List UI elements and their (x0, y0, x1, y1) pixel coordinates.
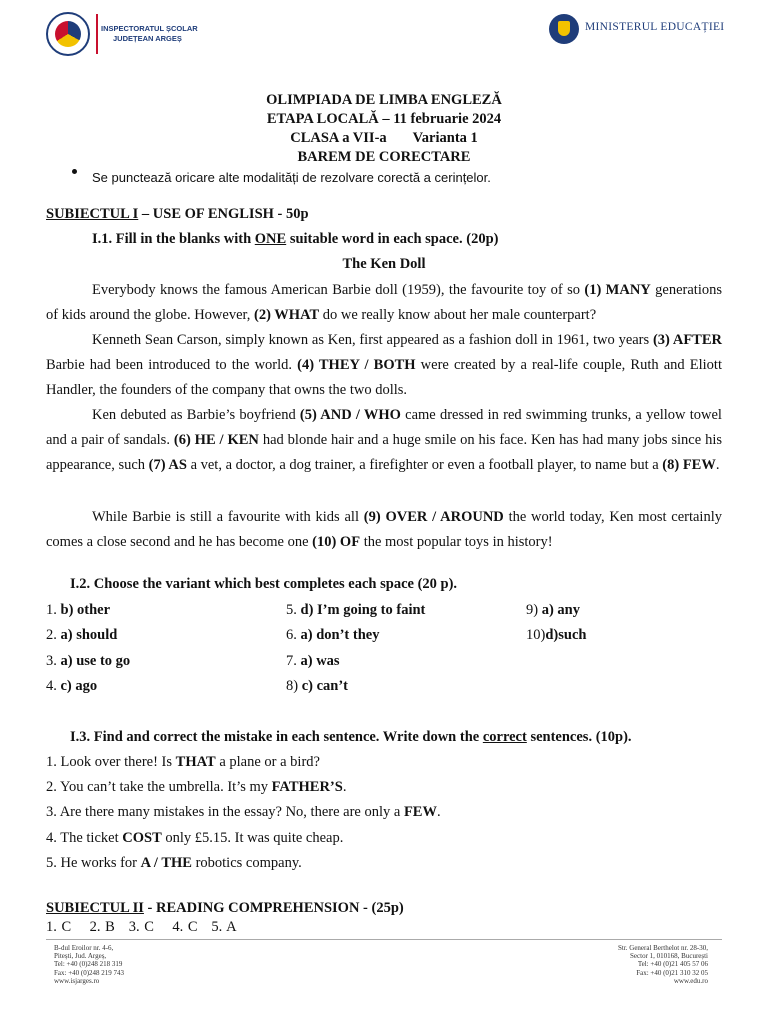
stage-date: ETAPA LOCALĂ – 11 februarie 2024 (266, 111, 502, 127)
list-item: 5. d) I’m going to faint (286, 602, 426, 618)
reading-answers: 1. C 2. B 3. C 4. C 5. A (46, 919, 237, 935)
subject-2-heading: SUBIECTUL II - READING COMPREHENSION - (25p) (46, 900, 404, 916)
paragraph-4: While Barbie is still a favourite with kids all (9) OVER / AROUND the world today, Ken most certainly comes a close second and he has become one (10) OF the most popular toys in history! (46, 509, 722, 551)
page-title: OLIMPIADA DE LIMBA ENGLEZĂ (266, 92, 502, 108)
sentence-4: 4. The ticket COST only £5.15. It was quite cheap. (46, 830, 344, 846)
logo-divider (96, 14, 98, 54)
section-i1-heading: I.1. Fill in the blanks with ONE suitable word in each space. (20p) (92, 231, 499, 247)
footer-divider (46, 939, 722, 940)
sentence-2: 2. You can’t take the umbrella. It’s my FATHER’S. (46, 779, 347, 795)
paragraph-3: Ken debuted as Barbie’s boyfriend (5) AND / WHO came dressed in red swimming trunks, a yellow towel and a pair of sandals. (6) HE / KEN had blonde hair and a huge smile on his face. Ken has had many jobs since his appearance, such (7) AS a vet, a doctor, a dog trainer, a firefighter or even a football player, to name but a (8) FEW. (46, 407, 722, 474)
sentence-1: 1. Look over there! Is THAT a plane or a bird? (46, 754, 320, 770)
paragraph-1: Everybody knows the famous American Barbie doll (1959), the favourite toy of so (1) MANY generations of kids around the globe. However, (2) WHAT do we really know about her male counterpart? (46, 282, 722, 324)
story-title: The Ken Doll (342, 256, 426, 272)
list-item: 6. a) don’t they (286, 627, 380, 643)
ministry-name: MINISTERUL EDUCAȚIEI (585, 21, 725, 33)
list-item: 3. a) use to go (46, 653, 131, 669)
inspectorate-logo (46, 12, 90, 56)
sentence-3: 3. Are there many mistakes in the essay? No, there are only a FEW. (46, 804, 441, 820)
class-variant: CLASA a VII-a Varianta 1 (290, 130, 478, 146)
list-item: 9) a) any (526, 602, 580, 618)
footer-left-address: B-dul Eroilor nr. 4-6, Pitești, Jud. Argeș, Tel: +40 (0)248 218 319 Fax: +40 (0)248 219 743 www.isjarges.ro (54, 944, 125, 985)
list-item: 10)d)such (526, 627, 587, 643)
list-item: 8) c) can’t (286, 678, 349, 694)
grading-note: Se punctează oricare alte modalități de rezolvare corectă a cerințelor. (92, 170, 491, 185)
list-item: 1. b) other (46, 602, 111, 618)
paragraph-2: Kenneth Sean Carson, simply known as Ken, first appeared as a fashion doll in 1961, two years (3) AFTER Barbie had been introduced to the world. (4) THEY / BOTH were created by a real-life couple, Ruth and Eliott Handler, the founders of the company that owns the two dolls. (46, 332, 722, 399)
section-i3-heading: I.3. Find and correct the mistake in each sentence. Write down the correct sentences. (10p). (70, 729, 632, 745)
answer-key-title: BAREM DE CORECTARE (297, 149, 471, 165)
inspectorate-name: INSPECTORATUL ȘCOLAR JUDEȚEAN ARGEȘ (101, 24, 198, 43)
section-i2-heading: I.2. Choose the variant which best completes each space (20 p). (70, 576, 458, 592)
list-item: 2. a) should (46, 627, 118, 643)
footer-right-address: Str. General Berthelot nr. 28-30, Sector 1, 010168, București Tel: +40 (0)21 405 57 06 Fax: +40 (0)21 310 32 05 www.edu.ro (617, 944, 708, 985)
list-item: 7. a) was (286, 653, 340, 669)
sentence-5: 5. He works for A / THE robotics company. (46, 855, 302, 871)
bullet-icon (72, 169, 77, 174)
subject-1-heading: SUBIECTUL I – USE OF ENGLISH - 50p (46, 206, 309, 222)
list-item: 4. c) ago (46, 678, 98, 694)
ministry-crest-icon (549, 14, 579, 44)
